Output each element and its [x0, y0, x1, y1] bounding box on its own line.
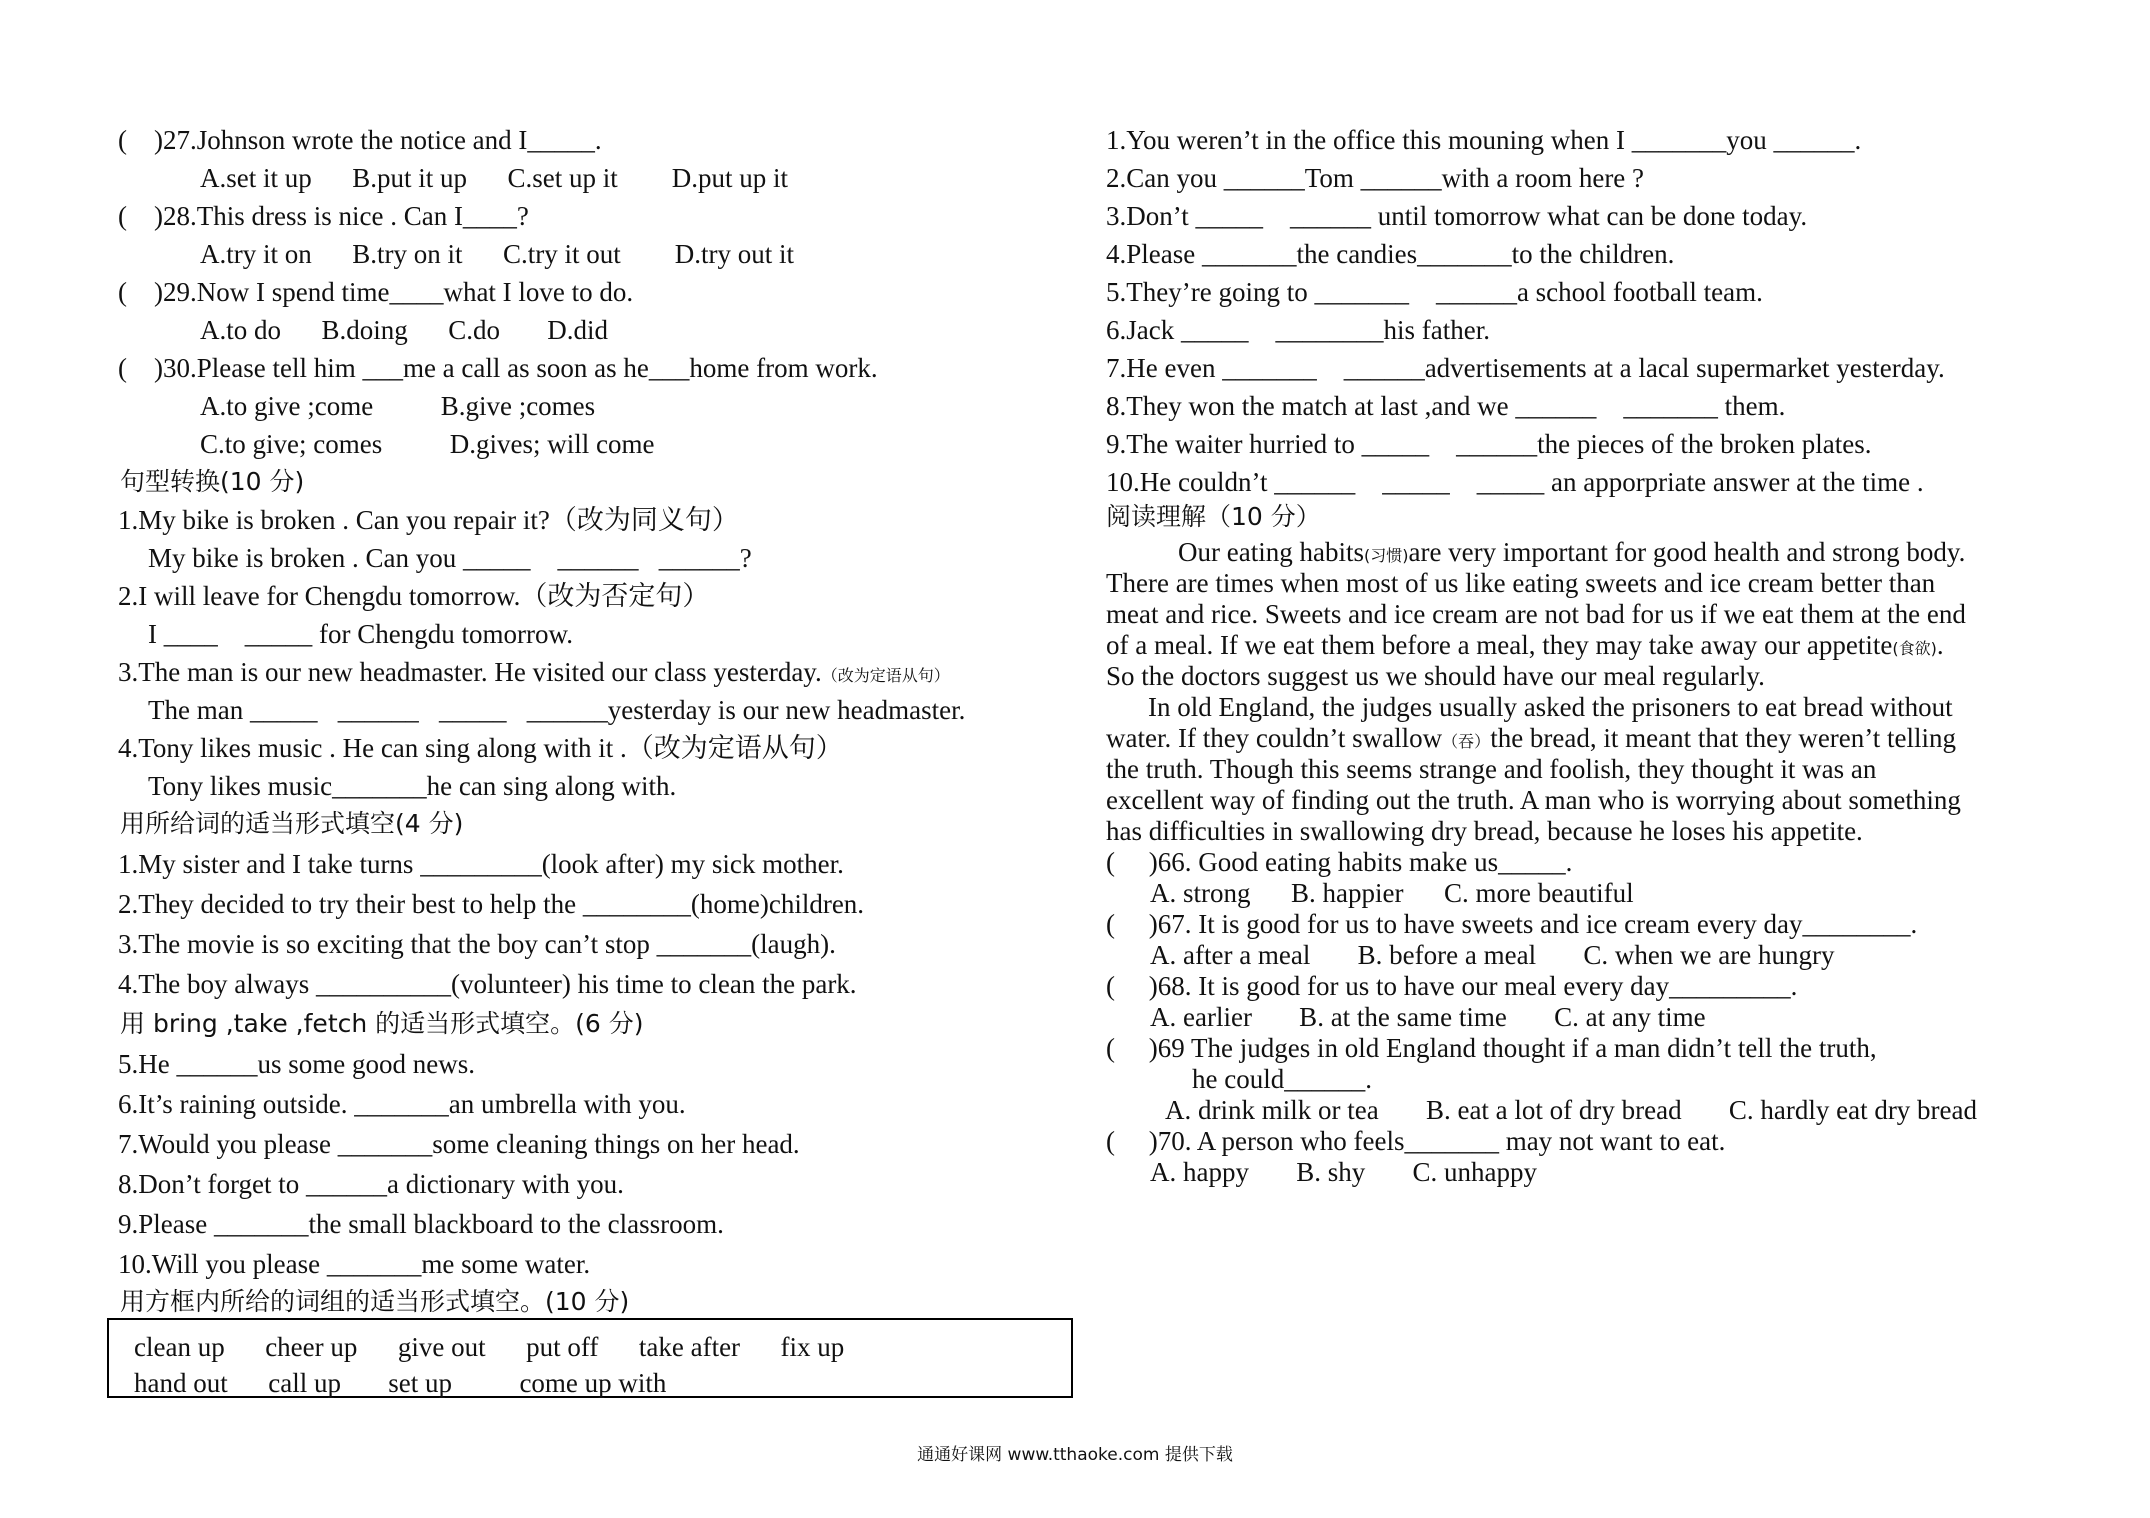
- q70-options: A. happy B. shy C. unhappy: [1150, 1157, 1537, 1187]
- q30-options-1: A.to give ;come B.give ;comes: [200, 391, 596, 421]
- fill-4: 4.The boy always __________(volunteer) his time to clean the park.: [118, 969, 857, 999]
- section-title-bring: 用 bring ,take ,fetch 的适当形式填空。(6 分): [120, 1009, 644, 1038]
- q27-options: A.set it up B.put it up C.set up it D.put up it: [200, 163, 789, 193]
- passage-1-line-5: So the doctors suggest us we should have our meal regularly.: [1106, 661, 1765, 691]
- word-box-row-2: hand out call up set up come up with: [134, 1368, 667, 1398]
- phrase-2: 2.Can you ______Tom ______with a room here ?: [1106, 163, 1645, 193]
- passage-1-note-habits: (习惯): [1363, 546, 1409, 565]
- passage-1-line-1: [1178, 539, 1965, 566]
- transform-2-answer: I ____ _____ for Chengdu tomorrow.: [148, 619, 573, 649]
- q69-continued: he could______.: [1192, 1064, 1372, 1094]
- transform-3-text: 3.The man is our new headmaster. He visited our class yesterday.: [118, 657, 822, 687]
- transform-3-note: （改为定语从句）: [821, 666, 950, 685]
- q67: ( )67. It is good for us to have sweets and ice cream every day________.: [1106, 909, 1918, 939]
- passage-2-line-1: In old England, the judges usually asked the prisoners to eat bread without: [1148, 692, 1953, 722]
- bring-8: 8.Don’t forget to ______a dictionary with you.: [118, 1169, 624, 1199]
- q29-options: A.to do B.doing C.do D.did: [200, 315, 609, 345]
- q29: ( )29.Now I spend time____what I love to do.: [118, 277, 634, 307]
- phrase-9: 9.The waiter hurried to _____ ______the pieces of the broken plates.: [1106, 429, 1872, 459]
- phrase-6: 6.Jack _____ ________his father.: [1106, 315, 1490, 345]
- bring-10: 10.Will you please _______me some water.: [118, 1249, 591, 1279]
- bring-7: 7.Would you please _______some cleaning things on her head.: [118, 1129, 800, 1159]
- q69-options: A. drink milk or tea B. eat a lot of dry bread C. hardly eat dry bread: [1165, 1095, 1978, 1125]
- q69: ( )69 The judges in old England thought if a man didn’t tell the truth,: [1106, 1033, 1877, 1063]
- transform-4-answer: Tony likes music_______he can sing along with.: [148, 771, 677, 801]
- section-title-fill: 用所给词的适当形式填空(4 分): [120, 809, 464, 838]
- passage-1-line-3: meat and rice. Sweets and ice cream are not bad for us if we eat them at the end: [1106, 599, 1966, 629]
- phrase-3: 3.Don’t _____ ______ until tomorrow what can be done today.: [1106, 201, 1808, 231]
- section-title-reading: 阅读理解（10 分）: [1106, 502, 1321, 531]
- transform-4: 4.Tony likes music . He can sing along with it .（改为定语从句）: [118, 733, 843, 763]
- phrase-7: 7.He even _______ ______advertisements at a lacal supermarket yesterday.: [1106, 353, 1945, 383]
- phrase-1: 1.You weren’t in the office this mouning when I _______you ______.: [1106, 125, 1862, 155]
- q68-options: A. earlier B. at the same time C. at any time: [1150, 1002, 1706, 1032]
- passage-2-line-2b: the bread, it meant that they weren’t telling: [1490, 723, 1957, 753]
- section-title-box: 用方框内所给的词组的适当形式填空。(10 分): [120, 1287, 630, 1316]
- bring-9: 9.Please _______the small blackboard to the classroom.: [118, 1209, 724, 1239]
- fill-2: 2.They decided to try their best to help the ________(home)children.: [118, 889, 865, 919]
- bring-5: 5.He ______us some good news.: [118, 1049, 475, 1079]
- q28-options: A.try it on B.try on it C.try it out D.try out it: [200, 239, 794, 269]
- word-box: [107, 1318, 1073, 1398]
- page-footer: 通通好课网 www.tthaoke.com 提供下载: [917, 1445, 1233, 1465]
- passage-2-line-4: excellent way of finding out the truth. A man who is worrying about something: [1106, 785, 1961, 815]
- q67-options: A. after a meal B. before a meal C. when we are hungry: [1150, 940, 1835, 970]
- passage-1-line-4b: .: [1936, 630, 1944, 660]
- passage-2-note-swallow: （吞）: [1442, 732, 1491, 751]
- transform-3-answer: The man _____ ______ _____ ______yesterday is our new headmaster.: [148, 695, 966, 725]
- passage-1-line-4a: of a meal. If we eat them before a meal, they may take away our appetite: [1106, 630, 1893, 660]
- phrase-5: 5.They’re going to _______ ______a school football team.: [1106, 277, 1763, 307]
- passage-1-line-4: [1106, 632, 1944, 659]
- transform-2: 2.I will leave for Chengdu tomorrow.（改为否定句）: [118, 581, 710, 611]
- q27: ( )27.Johnson wrote the notice and I_____.: [118, 125, 602, 155]
- q66: ( )66. Good eating habits make us_____.: [1106, 847, 1573, 877]
- transform-1-answer: My bike is broken . Can you _____ ______ ______?: [148, 543, 752, 573]
- passage-1-line-1a: Our eating habits: [1178, 537, 1364, 567]
- passage-2-line-2a: water. If they couldn’t swallow: [1106, 723, 1443, 753]
- passage-1-line-1b: are very important for good health and strong body.: [1408, 537, 1966, 567]
- transform-1: 1.My bike is broken . Can you repair it?（改为同义句）: [118, 505, 739, 535]
- passage-2-line-3: the truth. Though this seems strange and foolish, they thought it was an: [1106, 754, 1877, 784]
- transform-3: [118, 659, 950, 686]
- q68: ( )68. It is good for us to have our meal every day_________.: [1106, 971, 1798, 1001]
- phrase-10: 10.He couldn’t ______ _____ _____ an apporpriate answer at the time .: [1106, 467, 1924, 497]
- q66-options: A. strong B. happier C. more beautiful: [1150, 878, 1634, 908]
- q30-options-2: C.to give; comes D.gives; will come: [200, 429, 655, 459]
- passage-1-line-2: There are times when most of us like eating sweets and ice cream better than: [1106, 568, 1936, 598]
- fill-1: 1.My sister and I take turns _________(look after) my sick mother.: [118, 849, 844, 879]
- phrase-4: 4.Please _______the candies_______to the children.: [1106, 239, 1675, 269]
- passage-2-line-2: [1106, 725, 1956, 752]
- q30: ( )30.Please tell him ___me a call as soon as he___home from work.: [118, 353, 878, 383]
- phrase-8: 8.They won the match at last ,and we ______ _______ them.: [1106, 391, 1786, 421]
- q70: ( )70. A person who feels_______ may not want to eat.: [1106, 1126, 1726, 1156]
- passage-2-line-5: has difficulties in swallowing dry bread, because he loses his appetite.: [1106, 816, 1863, 846]
- q28: ( )28.This dress is nice . Can I____?: [118, 201, 529, 231]
- word-box-row-1: clean up cheer up give out put off take after fix up: [134, 1332, 845, 1362]
- passage-1-note-appetite: (食欲): [1892, 639, 1937, 658]
- fill-3: 3.The movie is so exciting that the boy can’t stop _______(laugh).: [118, 929, 836, 959]
- bring-6: 6.It’s raining outside. _______an umbrella with you.: [118, 1089, 686, 1119]
- section-title-transform: 句型转换(10 分): [120, 467, 305, 496]
